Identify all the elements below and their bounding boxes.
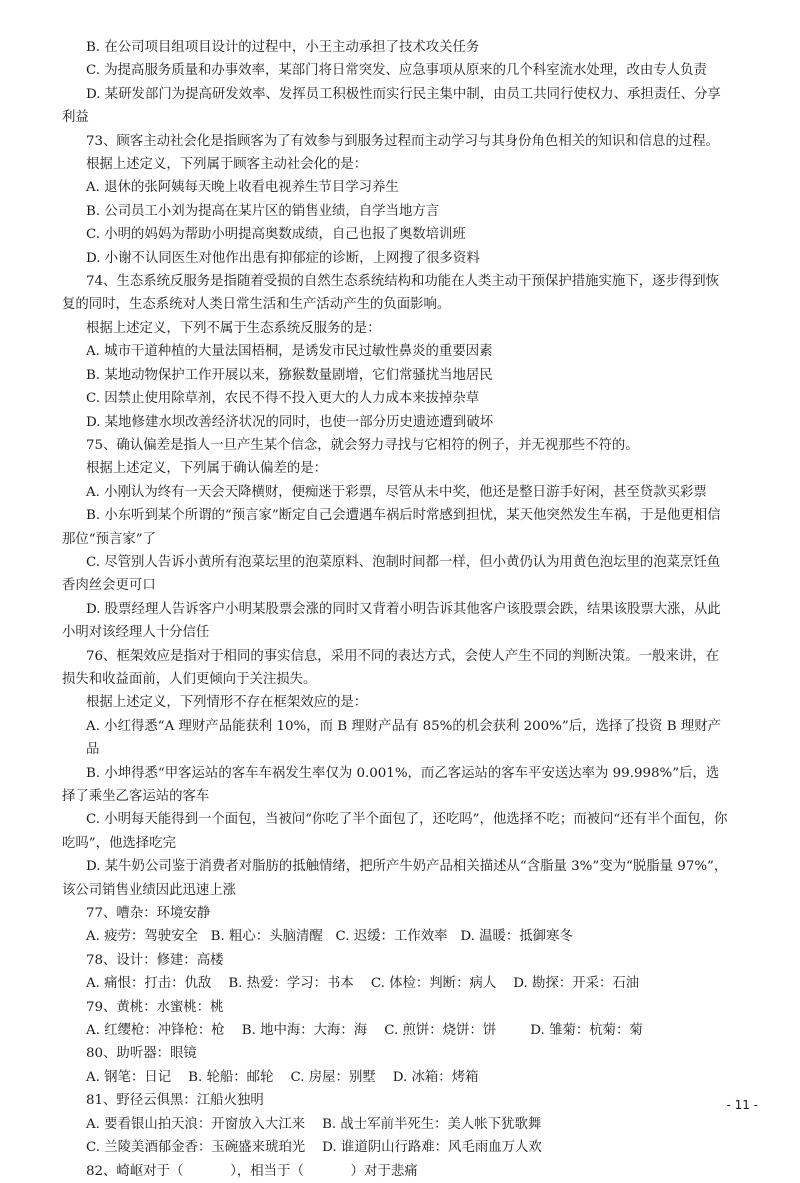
text-line: C. 因禁止使用除草剂，农民不得不投入更大的人力成本来拔掉杂草 (86, 391, 480, 407)
text-line: D. 股票经理人告诉客户小明某股票会涨的同时又背着小明告诉其他客户该股票会跌，结果该股票大涨，从此小明对该经理人十分信任 (62, 601, 721, 641)
text-line: A. 红缨枪：冲锋枪：枪 B. 地中海：大海：海 C. 煎饼：烧饼：饼 D. 雏菊：杭菊：菊 (86, 1023, 643, 1039)
text-line: C. 小明的妈妈为帮助小明提高奥数成绩，自己也报了奥数培训班 (86, 227, 466, 243)
text-line: A. 小刚认为终有一天会天降横财，便痴迷于彩票，尽管从未中奖，他还是整日游手好闲，甚至贷款买彩票 (86, 484, 707, 500)
text-line: A. 要看银山拍天浪：开窗放入大江来 B. 战士军前半死生：美人帐下犹歌舞 (86, 1116, 542, 1132)
text-line: 根据上述定义，下列不属于生态系统反服务的是： (86, 320, 381, 336)
text-line: 78、设计：修建：高楼 (86, 952, 224, 968)
text-line: C. 兰陵美酒郁金香：玉碗盛来琥珀光 D. 谁道阴山行路难：风毛雨血万人欢 (86, 1140, 542, 1156)
text-line: 73、顾客主动社会化是指顾客为了有效参与到服务过程而主动学习与其身份角色相关的知识和信息的过程。 (86, 133, 720, 149)
text-line: A. 小红得悉“A 理财产品能获利 10%，而 B 理财产品有 85%的机会获利 200%”后，选择了投资 B 理财产品 (86, 718, 721, 758)
text-body (62, 36, 730, 1183)
text-line: D. 某牛奶公司鉴于消费者对脂肪的抵触情绪，把所产牛奶产品相关描述从“含脂量 3%”变为“脱脂量 97%”，该公司销售业绩因此迅速上涨 (62, 859, 728, 898)
text-line: B. 某地动物保护工作开展以来，猕猴数量剧增，它们常骚扰当地居民 (86, 367, 493, 383)
text-line: B. 小东听到某个所谓的“预言家”断定自己会遭遇车祸后时常感到担忧，某天他突然发生车祸，于是他更相信那位“预言家”了 (62, 508, 721, 547)
text-line: C. 尽管别人告诉小黄所有泡菜坛里的泡菜原料、泡制时间都一样，但小黄仍认为用黄色泡坛里的泡菜烹饪鱼香肉丝会更可口 (62, 554, 721, 594)
text-line: A. 痛恨：打击：仇敌 B. 热爱：学习：书本 C. 体检：判断：病人 D. 勘探：开采：石油 (86, 976, 640, 992)
text-line: 76、框架效应是指对于相同的事实信息，采用不同的表达方式，会使人产生不同的判断决策。一般来讲，在损失和收益面前，人们更倾向于关注损失。 (62, 648, 720, 687)
text-line: B. 小坤得悉“甲客运站的客车车祸发生率仅为 0.001%，而乙客运站的客车平安送达率为 99.998%”后，选择了乘坐乙客运站的客车 (62, 765, 720, 804)
text-line: A. 钢笔：日记 B. 轮船：邮轮 C. 房屋：别墅 D. 冰箱：烤箱 (86, 1069, 479, 1085)
text-line: 根据上述定义，下列属于确认偏差的是： (86, 461, 328, 477)
text-line: 77、嘈杂：环境安静 (86, 906, 211, 922)
text-line: 79、黄桃：水蜜桃：桃 (86, 999, 224, 1015)
text-line: B. 公司员工小刘为提高在某片区的销售业绩，自学当地方言 (86, 203, 440, 219)
text-line: A. 城市干道种植的大量法国梧桐，是诱发市民过敏性鼻炎的重要因素 (86, 344, 493, 360)
text-line: D. 某地修建水坝改善经济状况的同时，也使一部分历史遗迹遭到破坏 (86, 414, 494, 430)
text-line: 根据上述定义，下列属于顾客主动社会化的是： (86, 157, 368, 173)
page-number: - 11 - (726, 1098, 758, 1112)
text-line: 82、崎岖对于（ ），相当于（ ）对于悲痛 (86, 1163, 418, 1179)
text-line: A. 退休的张阿姨每天晚上收看电视养生节目学习养生 (86, 180, 399, 196)
text-line: 75、确认偏差是指人一旦产生某个信念，就会努力寻找与它相符的例子，并无视那些不符的。 (86, 437, 639, 453)
text-line: A. 疲劳：驾驶安全 B. 粗心：头脑清醒 C. 迟缓：工作效率 D. 温暖：抵御寒冬 (86, 929, 573, 945)
text-line: D. 某研发部门为提高研发效率、发挥员工积极性而实行民主集中制，由员工共同行使权力、承担责任、分享利益 (62, 86, 721, 126)
text-line: 74、生态系统反服务是指随着受损的自然生态系统结构和功能在人类主动干预保护措施实施下，逐步得到恢复的同时，生态系统对人类日常生活和生产活动产生的负面影响。 (62, 274, 720, 313)
text-line: C. 为提高服务质量和办事效率，某部门将日常突发、应急事项从原来的几个科室流水处理，改由专人负责 (86, 63, 707, 79)
text-line: 根据上述定义，下列情形不存在框架效应的是： (86, 695, 368, 711)
text-line: C. 小明每天能得到一个面包，当被问“你吃了半个面包了，还吃吗”，他选择不吃；而被问“还有半个面包，你吃吗”，他选择吃完 (62, 812, 728, 851)
text-line: 80、助听器：眼镜 (86, 1046, 197, 1062)
text-line: 81、野径云俱黑：江船火独明 (86, 1093, 264, 1109)
text-line: D. 小谢不认同医生对他作出患有抑郁症的诊断，上网搜了很多资料 (86, 250, 480, 266)
text-line: B. 在公司项目组项目设计的过程中，小王主动承担了技术攻关任务 (86, 40, 480, 55)
